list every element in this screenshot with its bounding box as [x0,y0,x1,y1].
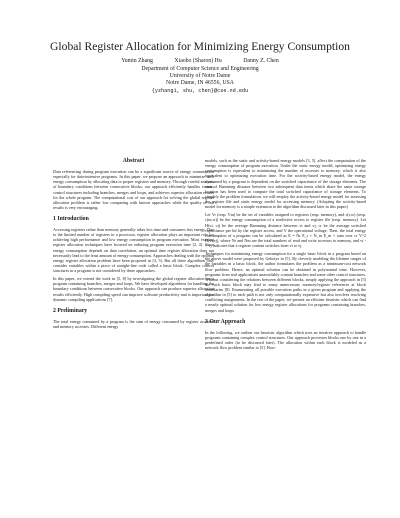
section-heading-our-approach: 3 Our Approach [205,318,246,325]
author-emails: {yzhang1, shu, chen}@cse.nd.edu [151,88,249,94]
affiliation-line: Department of Computer Science and Engineering [141,66,259,72]
abstract-text: Data referencing during program execution can be a significant source of energy consumption especially for data-intensive programs. In this paper, we propose an approach to minimize such energy consumption by allocating data to proper registers and memory. Through careful analysis of boundary conditions between consecutive blocks, our approach efficiently handles various control structures including branches, merges and loops, and achieves superior allocation results for the whole program. The computational cost of our approach for solving the global register allocation problem is rather low comparing with known approaches while the quality of our results is very encouraging. [53,169,214,210]
body-paragraph: models, such as the static and activity-based energy models [3, 5], affect the computation of the energy consumption of program execution. Under the static energy model, optimizing energy consumption is equivalent to minimizing the number of accesses to memory, which is also equivalent to optimizing execution time. For the activity-based energy model, the energy consumed by a program is dependent on the switched capacitance of the storage elements. The sum of Hamming distance between two subsequent data items which share the same storage location has been used to compute the total switched capacitance of storage elements. To simplify the problem formulation, we will employ the activity-based energy model for assessing the register file and static energy model for accessing memory. (Adopting the activity-based model for memory is a simple extension to the algorithm discussed later in this paper.) [205,158,366,210]
body-paragraph: Let Vr (resp. Vm) be the set of variables assigned to registers (resp. memory), and c(r,w) (resp. c(m,w)) be the energy consumption of a read/write access to register file (resp. memory). Let H(vi, vj) be the average Hamming distance between vi and vj, cr be the average switched capacitance per bit by the register access, and V the operational voltage. Then, the total energy consumption of a program can be calculated as E = Nr E_r + N_m E_m + sum over cr V^2 H(vi,vj), where Nr and Nm are the total numbers of read and write accesses to memory, and vi -> vj indicates that a register content switches from vi to vj. [205,212,366,248]
section-heading-preliminary: 2 Preliminary [53,307,88,314]
body-paragraph: Techniques for minimizing energy consumption for a single basic block in a program based on the above model were proposed by Gebotys in [5]. By cleverly modeling the lifetime ranges of the variables in a basic block, the author formulates the problem as a minimum-cost network flow problem. Hence, an optimal solution can be obtained in polynomial time. However, programs from real applications unavoidably contain branches and some other control structures. Without considering the relations between different blocks, simply applying the approach in [5] for each basic block may lead to many unnecessary memory/register references at block boundaries [8]. Enumerating all possible execution paths in a given program and applying the algorithm in [5] to each path is not only computationally expensive but also involves resolving conflicting assignments. In the rest of the paper, we present an efficient heuristic which can find a nearly optimal solution for low energy register allocations for programs containing branches, merges and loops. [205,251,366,313]
body-paragraph: Accessing registers rather than memory generally takes less time and consumes less energy. Due to the limited number of registers in a processor, register allocation plays an important role for achieving high performance and low energy consumption in program execution. Most existing register allocation techniques have focused on reducing program execution time [2, 4]. Since energy consumption depends on data correlation, an optimal time register allocation does not necessarily lead to the least amount of energy consumption. Approaches dealing with the optimal energy register allocation problem have been proposed in [3, 5]. But all these algorithms only consider variables within a piece of straight-line code called a basic block. Complex control structures in a program is not considered by these approaches. [53,227,214,273]
right-column [205,158,366,353]
author-name: Yumin Zhang [121,58,153,64]
author-name: Danny Z. Chen [243,58,279,64]
section-heading-introduction: 1 Introduction [53,216,89,222]
affiliation-line: Notre Dame, IN 46556, USA [166,80,234,86]
affiliation-line: University of Notre Dame [169,73,231,79]
paper-title: Global Register Allocation for Minimizing Energy Consumption [50,40,350,53]
author-list [0,58,400,65]
author-name: Xiaobo (Sharon) Hu [174,58,222,64]
abstract-heading: Abstract [122,158,145,164]
left-column [53,158,214,332]
body-paragraph: In this paper, we extend the work in [5, 8] by investigating the global register allocation for a program containing branches, merges and loops. We have developed algorithms for handling the boundary conditions between consecutive blocks. Our approach can produce superior allocation results efficiently. High compiling speed can improve software productivity and is important for dynamic compiling applications [7]. [53,276,214,302]
body-paragraph: In the following, we outline our heuristic algorithm which uses an iterative approach to handle programs containing complex control structures. Our approach processes blocks one by one in a predefined order (to be discussed later). The allocation within each block is modeled as a network flow problem similar to [5]. How- [205,329,366,350]
body-paragraph: The total energy consumed by a program is the sum of energy consumed by register accesses and memory accesses. Different energy [53,318,214,329]
